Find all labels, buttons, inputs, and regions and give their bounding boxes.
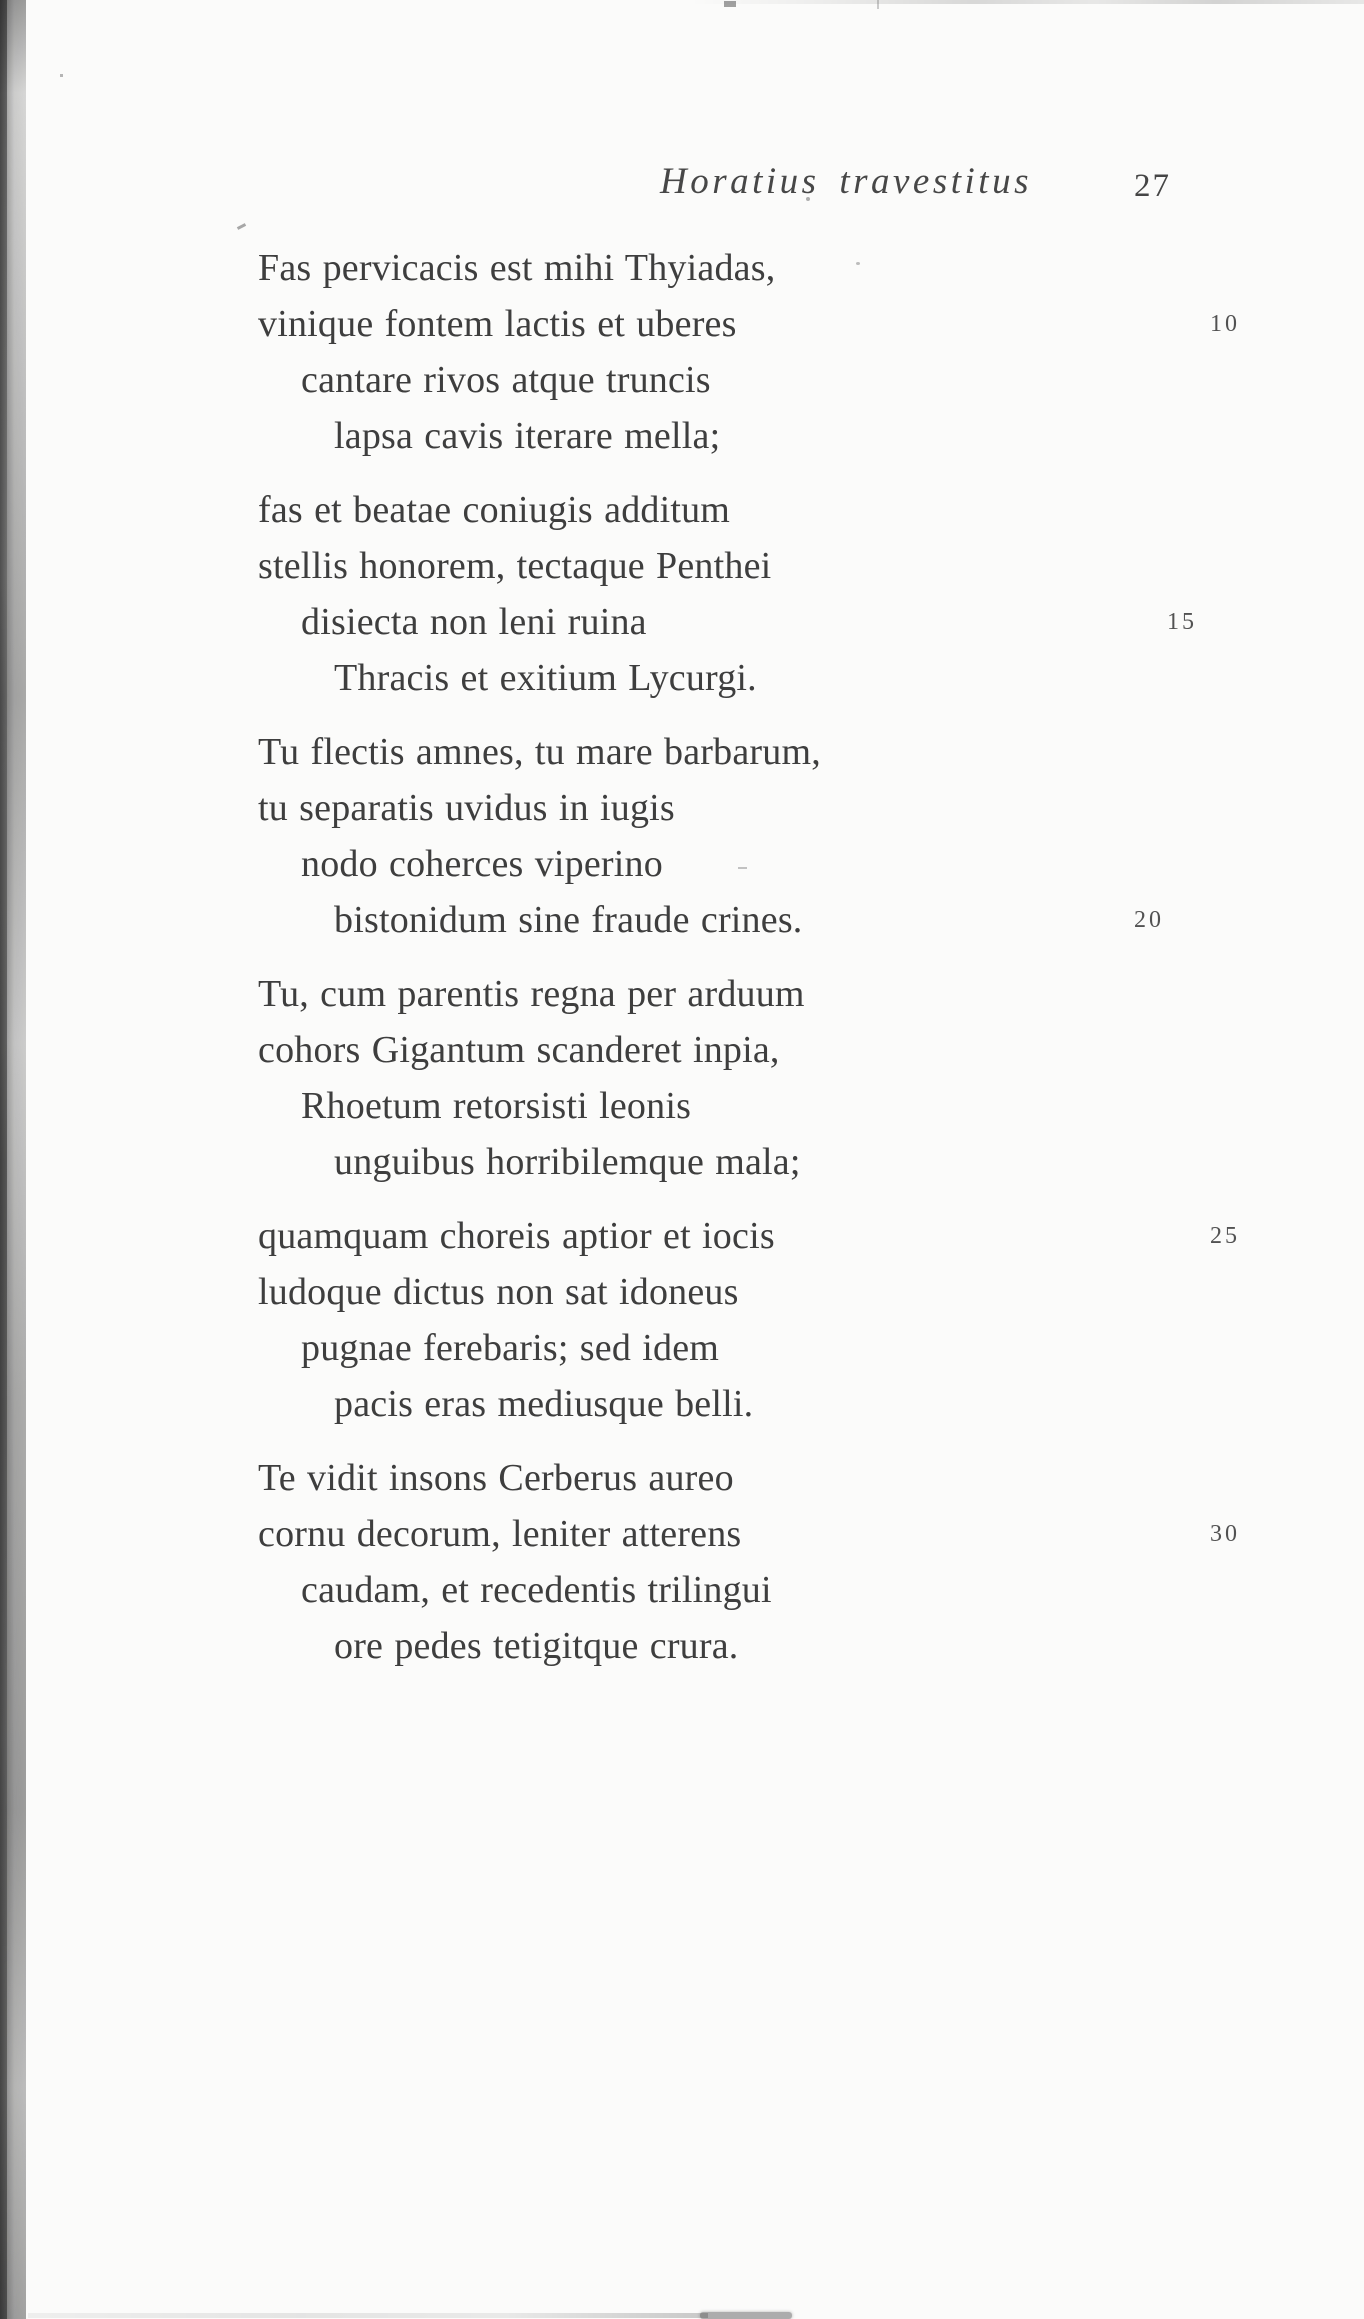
line-number: 30 (1210, 1521, 1240, 1547)
scan-speck (877, 0, 879, 9)
poem-line: bistonidum sine fraude crines. 20 (258, 892, 1308, 948)
poem-line: pugnae ferebaris; sed idem (301, 1327, 720, 1369)
poem-line: Rhoetum retorsisti leonis (301, 1085, 692, 1127)
poem-line: nodo coherces viperino (301, 843, 663, 885)
stanza (258, 1450, 1308, 1674)
poem-line: stellis honorem, tectaque Penthei (258, 545, 772, 587)
stanza (258, 1208, 1308, 1432)
scan-speck (237, 223, 246, 230)
poem-line: ore pedes tetigitque crura. (334, 1625, 739, 1667)
poem-line: ludoque dictus non sat idoneus (258, 1271, 739, 1313)
poem-line: fas et beatae coniugis additum (258, 489, 731, 531)
line-number: 20 (1134, 907, 1164, 933)
scan-smudge-bottom (700, 2312, 792, 2319)
header-title: Horatius travestitus (660, 161, 1032, 202)
line-number: 15 (1167, 609, 1197, 635)
stanza (258, 482, 1308, 706)
poem-line: Tu flectis amnes, tu mare barbarum, (258, 731, 821, 773)
scan-streak-top (690, 0, 1364, 4)
poem-line: tu separatis uvidus in iugis (258, 787, 675, 829)
scan-streak-bottom (28, 2313, 708, 2318)
stanza (258, 724, 1308, 948)
line-number: 10 (1210, 311, 1240, 337)
poem-line: Fas pervicacis est mihi Thyiadas, (258, 247, 776, 289)
poem-line: pacis eras mediusque belli. (334, 1383, 754, 1425)
poem-line: vinique fontem lactis et uberes 10 (258, 296, 1308, 352)
scan-speck (60, 74, 63, 77)
poem-line: caudam, et recedentis trilingui (301, 1569, 772, 1611)
poem-line: cornu decorum, leniter atterens 30 (258, 1506, 1308, 1562)
poem-line: lapsa cavis iterare mella; (334, 415, 721, 457)
poem-line: Te vidit insons Cerberus aureo (258, 1457, 734, 1499)
poem-line: quamquam choreis aptior et iocis 25 (258, 1208, 1308, 1264)
poem (258, 240, 1308, 1674)
poem-line: cantare rivos atque truncis (301, 359, 711, 401)
line-number: 25 (1210, 1223, 1240, 1249)
poem-line: Thracis et exitium Lycurgi. (334, 657, 757, 699)
page-number: 27 (1134, 168, 1171, 204)
poem-line: unguibus horribilemque mala; (334, 1141, 801, 1183)
gutter-shadow-core (0, 0, 7, 2319)
stanza (258, 240, 1308, 464)
stanza (258, 966, 1308, 1190)
poem-line: disiecta non leni ruina 15 (258, 594, 1308, 650)
poem-line: Tu, cum parentis regna per arduum (258, 973, 805, 1015)
poem-line: cohors Gigantum scanderet inpia, (258, 1029, 780, 1071)
scan-speck (724, 1, 736, 7)
